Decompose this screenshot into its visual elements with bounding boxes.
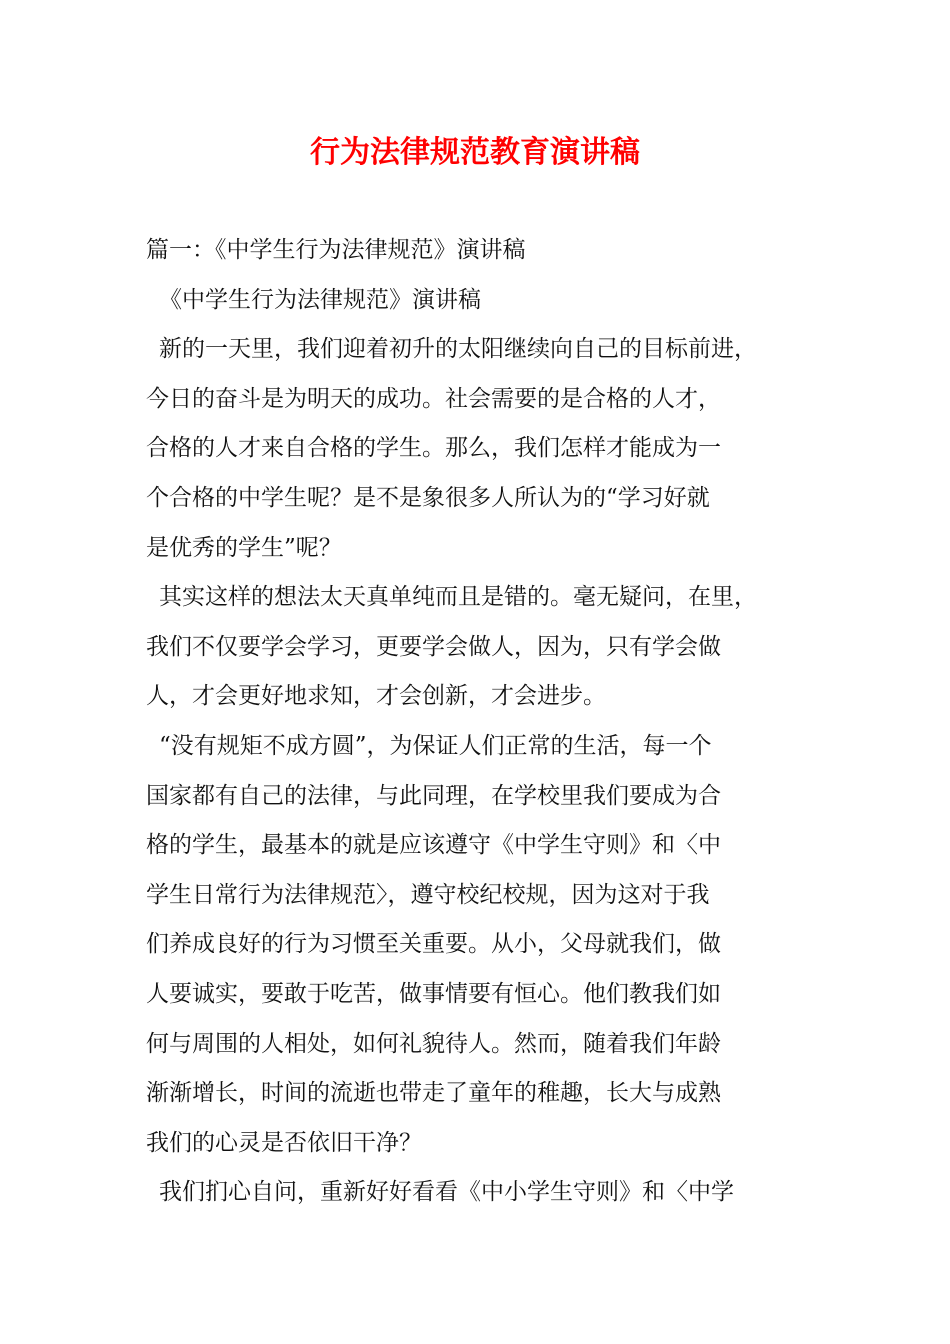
paragraph-line: 国家都有自己的法律，与此同理，在学校里我们要成为合 [146,782,721,809]
speech-title: 《中学生行为法律规范》演讲稿 [159,286,481,313]
document-body [146,226,806,1218]
section-heading: 篇一：《中学生行为法律规范》演讲稿 [146,237,526,263]
paragraph-line: 我们不仅要学会学习，更要学会做人，因为，只有学会做 [146,633,721,660]
paragraph-line: 人要诚实，要敢于吃苦，做事情要有恒心。他们教我们如 [146,980,721,1007]
paragraph-line: “没有规矩不成方圆”，为保证人们正常的生活，每一个 [159,732,712,759]
paragraph-line: 我们扪心自问，重新好好看看《中小学生守则》和〈中学 [159,1179,734,1206]
paragraph-line: 其实这样的想法太天真单纯而且是错的。毫无疑问，在里， [159,584,757,611]
paragraph-line: 格的学生，最基本的就是应该遵守《中学生守则》和〈中 [146,832,721,859]
paragraph-line: 们养成良好的行为习惯至关重要。从小，父母就我们，做 [146,931,721,958]
paragraph-line: 合格的人才来自合格的学生。那么，我们怎样才能成为一 [146,435,721,462]
paragraph-line: 是优秀的学生”呢？ [146,534,342,561]
paragraph-line: 今日的奋斗是为明天的成功。社会需要的是合格的人才， [146,385,721,412]
paragraph-line: 个合格的中学生呢？是不是象很多人所认为的“学习好就 [146,484,710,511]
paragraph-line: 何与周围的人相处，如何礼貌待人。然而，随着我们年龄 [146,1030,721,1057]
document-title: 行为法律规范教育演讲稿 [310,135,640,170]
paragraph-line: 我们的心灵是否依旧干净？ [146,1129,422,1156]
paragraph-line: 人，才会更好地求知，才会创新，才会进步。 [146,683,606,710]
paragraph-line: 渐渐增长，时间的流逝也带走了童年的稚趣，长大与成熟 [146,1080,721,1107]
paragraph-line: 新的一天里，我们迎着初升的太阳继续向自己的目标前进， [159,336,757,363]
paragraph-line: 学生日常行为法律规范〉，遵守校纪校规，因为这对于我 [146,881,710,908]
